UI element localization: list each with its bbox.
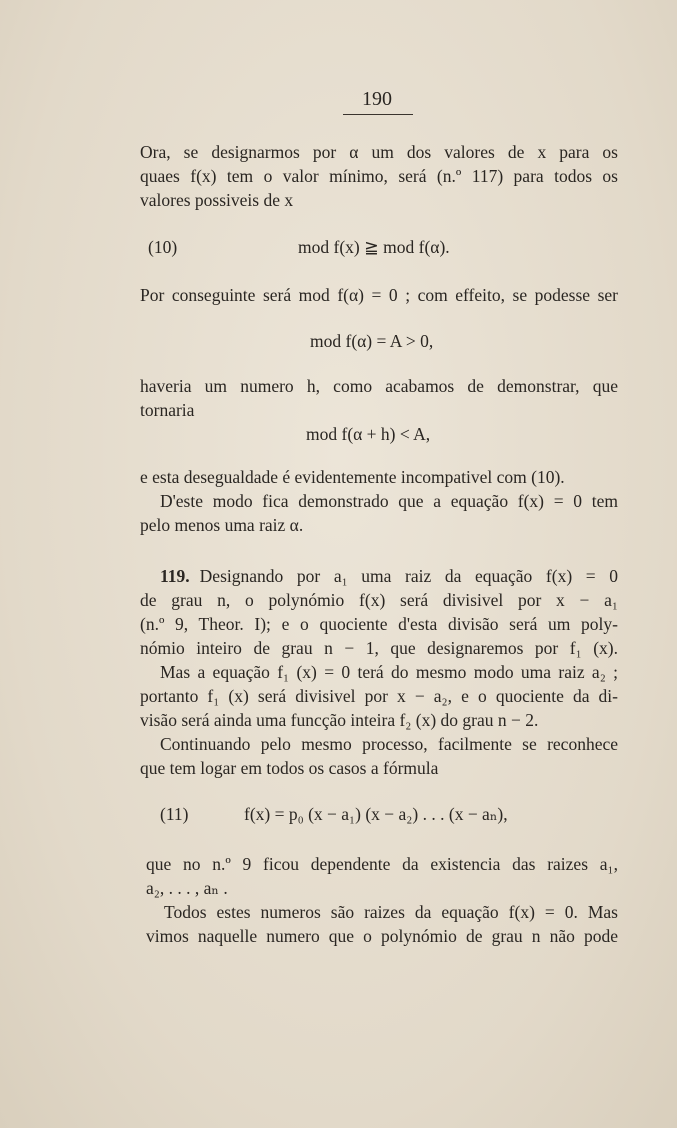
text-line: quaes f(x) tem o valor mínimo, será (n.º 117) para todos os: [140, 166, 618, 186]
section-number: 119.: [160, 566, 190, 586]
equation-label: (11): [160, 804, 189, 824]
text-line: haveria um numero h, como acabamos de demonstrar, que: [140, 376, 618, 396]
text-line: D'este modo fica demonstrado que a equação f(x) = 0 tem: [160, 491, 618, 511]
text-line: valores possiveis de x: [140, 190, 294, 210]
text-line: tornaria: [140, 400, 195, 420]
text-line: Por conseguinte será mod f(α) = 0 ; com effeito, se podesse ser: [140, 285, 618, 305]
text-line: Todos estes numeros são raizes da equação f(x) = 0. Mas: [164, 902, 618, 922]
text-line: nómio inteiro de grau n − 1, que designaremos por f₁ (x).: [140, 638, 618, 658]
text-line: vimos naquelle numero que o polynómio de grau n não pode: [146, 926, 618, 946]
text-line: a₂, . . . , aₙ .: [146, 878, 228, 898]
header-rule: [343, 114, 413, 115]
equation-label: (10): [148, 237, 178, 257]
text-line: pelo menos uma raiz α.: [140, 515, 304, 535]
text-line: de grau n, o polynómio f(x) será divisivel por x − a₁: [140, 590, 618, 610]
section-first-line: [160, 564, 618, 588]
equation: mod f(α) = A > 0,: [310, 331, 434, 351]
equation: f(x) = p₀ (x − a₁) (x − a₂) . . . (x − aₙ),: [244, 804, 508, 824]
text-line: Continuando pelo mesmo processo, facilmente se reconhece: [160, 734, 618, 754]
text-line: e esta desegualdade é evidentemente incompativel com (10).: [140, 467, 565, 487]
text-line: que tem logar em todos os casos a fórmula: [140, 758, 439, 778]
text-line: Designando por a₁ uma raiz da equação f(x) = 0: [199, 566, 618, 586]
text-line: (n.º 9, Theor. I); e o quociente d'esta divisão será um poly-: [140, 614, 618, 634]
page-number: 190: [362, 88, 392, 110]
text-line: portanto f₁ (x) será divisivel por x − a₂, e o quociente da di-: [140, 686, 618, 706]
text-line: visão será ainda uma funcção inteira f₂ (x) do grau n − 2.: [140, 710, 539, 730]
text-line: que no n.º 9 ficou dependente da existencia das raizes a₁,: [146, 854, 618, 874]
equation: mod f(x) ≧ mod f(α).: [298, 237, 450, 257]
text-line: Mas a equação f₁ (x) = 0 terá do mesmo modo uma raiz a₂ ;: [160, 662, 618, 682]
text-line: Ora, se designarmos por α um dos valores de x para os: [140, 142, 618, 162]
equation: mod f(α + h) < A,: [306, 424, 431, 444]
